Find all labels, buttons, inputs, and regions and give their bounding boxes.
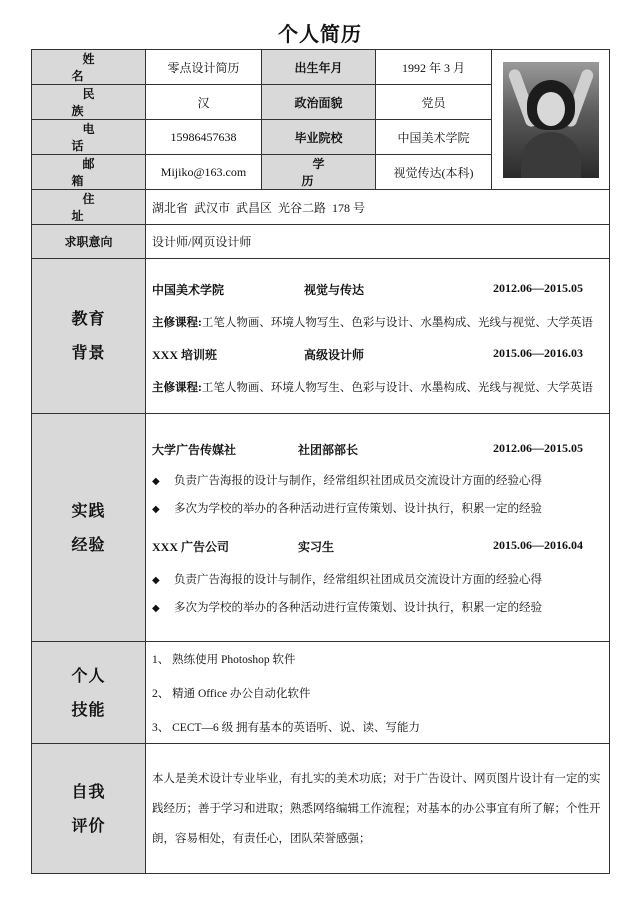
self-evaluation-text: 本人是美术设计专业毕业，有扎实的美术功底；对于广告设计、网页图片设计有一定的实践经历；善于学习和进取；熟悉网络编辑工作流程；对基本的办公事宜有所了解；个性开朗，容易相处，有责任心，团队荣誉感强；	[152, 772, 601, 845]
practice-bullet	[152, 599, 603, 615]
birth-value: 1992 年 3 月	[376, 50, 492, 85]
courses-text: 工笔人物画、环境人物写生、色彩与设计、水墨构成、光线与视觉、大学英语	[201, 382, 593, 394]
diamond-bullet-icon: ◆	[152, 602, 160, 614]
bullet-text: 负责广告海报的设计与制作，经常组织社团成员交流设计方面的经验心得	[174, 474, 542, 487]
edu-school: 中国美术学院	[152, 283, 225, 297]
skills-label	[32, 642, 146, 744]
email-label: 邮 箱	[32, 155, 146, 190]
school-value: 中国美术学院	[376, 120, 492, 155]
degree-label: 学 历	[262, 155, 376, 190]
self-label-line1: 自我	[71, 781, 106, 801]
practice-label-line2: 经验	[71, 534, 106, 554]
practice-role: 社团部部长	[298, 442, 359, 457]
practice-item	[152, 441, 603, 458]
practice-section	[146, 414, 610, 642]
education-section	[146, 259, 610, 414]
practice-item	[152, 538, 603, 555]
skill-item: 1、 熟练使用 Photoshop 软件	[152, 653, 296, 666]
edu-period: 2012.06—2015.05	[493, 281, 583, 295]
skill-item: 3、 CECT—6 级 拥有基本的英语听、说、读、写能力	[152, 721, 421, 734]
practice-label-line1: 实践	[71, 500, 106, 520]
ethnic-label: 民 族	[32, 85, 146, 120]
skills-label-line1: 个人	[71, 665, 106, 685]
practice-period: 2012.06—2015.05	[493, 440, 583, 455]
edu-major: 视觉与传达	[304, 283, 365, 297]
education-label	[32, 259, 146, 414]
education-item	[152, 281, 603, 298]
politics-value: 党员	[376, 85, 492, 120]
edu-courses	[152, 379, 603, 395]
phone-label: 电 话	[32, 120, 146, 155]
resume-title: 个人简历	[278, 22, 362, 46]
degree-value: 视觉传达(本科)	[376, 155, 492, 190]
phone-value: 15986457638	[146, 120, 262, 155]
practice-org: XXX 广告公司	[152, 539, 229, 554]
school-label: 毕业院校	[262, 120, 376, 155]
practice-bullet	[152, 500, 603, 516]
skills-label-line2: 技能	[71, 699, 106, 719]
name-label: 姓 名	[32, 50, 146, 85]
bullet-text: 多次为学校的举办的各种活动进行宣传策划、设计执行，积累一定的经验	[174, 502, 542, 515]
practice-org: 大学广告传媒社	[152, 442, 237, 457]
profile-photo	[503, 62, 599, 178]
courses-label: 主修课程:	[152, 382, 202, 394]
bullet-text: 多次为学校的举办的各种活动进行宣传策划、设计执行，积累一定的经验	[174, 601, 542, 614]
skills-section	[146, 642, 610, 744]
diamond-bullet-icon: ◆	[152, 574, 160, 586]
practice-bullet	[152, 472, 603, 488]
photo-cell	[492, 50, 610, 190]
self-section	[146, 744, 610, 874]
name-value: 零点设计简历	[146, 50, 262, 85]
self-label	[32, 744, 146, 874]
intent-value: 设计师/网页设计师	[146, 225, 610, 259]
courses-text: 工笔人物画、环境人物写生、色彩与设计、水墨构成、光线与视觉、大学英语	[201, 317, 593, 329]
edu-major: 高级设计师	[304, 348, 365, 362]
diamond-bullet-icon: ◆	[152, 503, 160, 515]
self-label-line2: 评价	[71, 815, 106, 835]
edu-courses	[152, 314, 603, 330]
birth-label: 出生年月	[262, 50, 376, 85]
education-label-line1: 教育	[71, 309, 106, 328]
diamond-bullet-icon: ◆	[152, 475, 160, 487]
intent-label: 求职意向	[32, 225, 146, 259]
edu-period: 2015.06—2016.03	[493, 346, 583, 360]
education-label-line2: 背景	[71, 343, 106, 362]
courses-label: 主修课程:	[152, 317, 202, 329]
edu-school: XXX 培训班	[152, 348, 217, 362]
address-value: 湖北省 武汉市 武昌区 光谷二路 178 号	[146, 190, 610, 225]
practice-label	[32, 414, 146, 642]
practice-bullet	[152, 571, 603, 587]
practice-role: 实习生	[298, 539, 335, 554]
politics-label: 政治面貌	[262, 85, 376, 120]
education-item	[152, 346, 603, 363]
bullet-text: 负责广告海报的设计与制作，经常组织社团成员交流设计方面的经验心得	[174, 573, 542, 586]
skill-item: 2、 精通 Office 办公自动化软件	[152, 687, 311, 700]
practice-period: 2015.06—2016.04	[493, 537, 583, 552]
ethnic-value: 汉	[146, 85, 262, 120]
address-label: 住 址	[32, 190, 146, 225]
email-value: Mijiko@163.com	[146, 155, 262, 190]
resume-table	[31, 49, 610, 874]
